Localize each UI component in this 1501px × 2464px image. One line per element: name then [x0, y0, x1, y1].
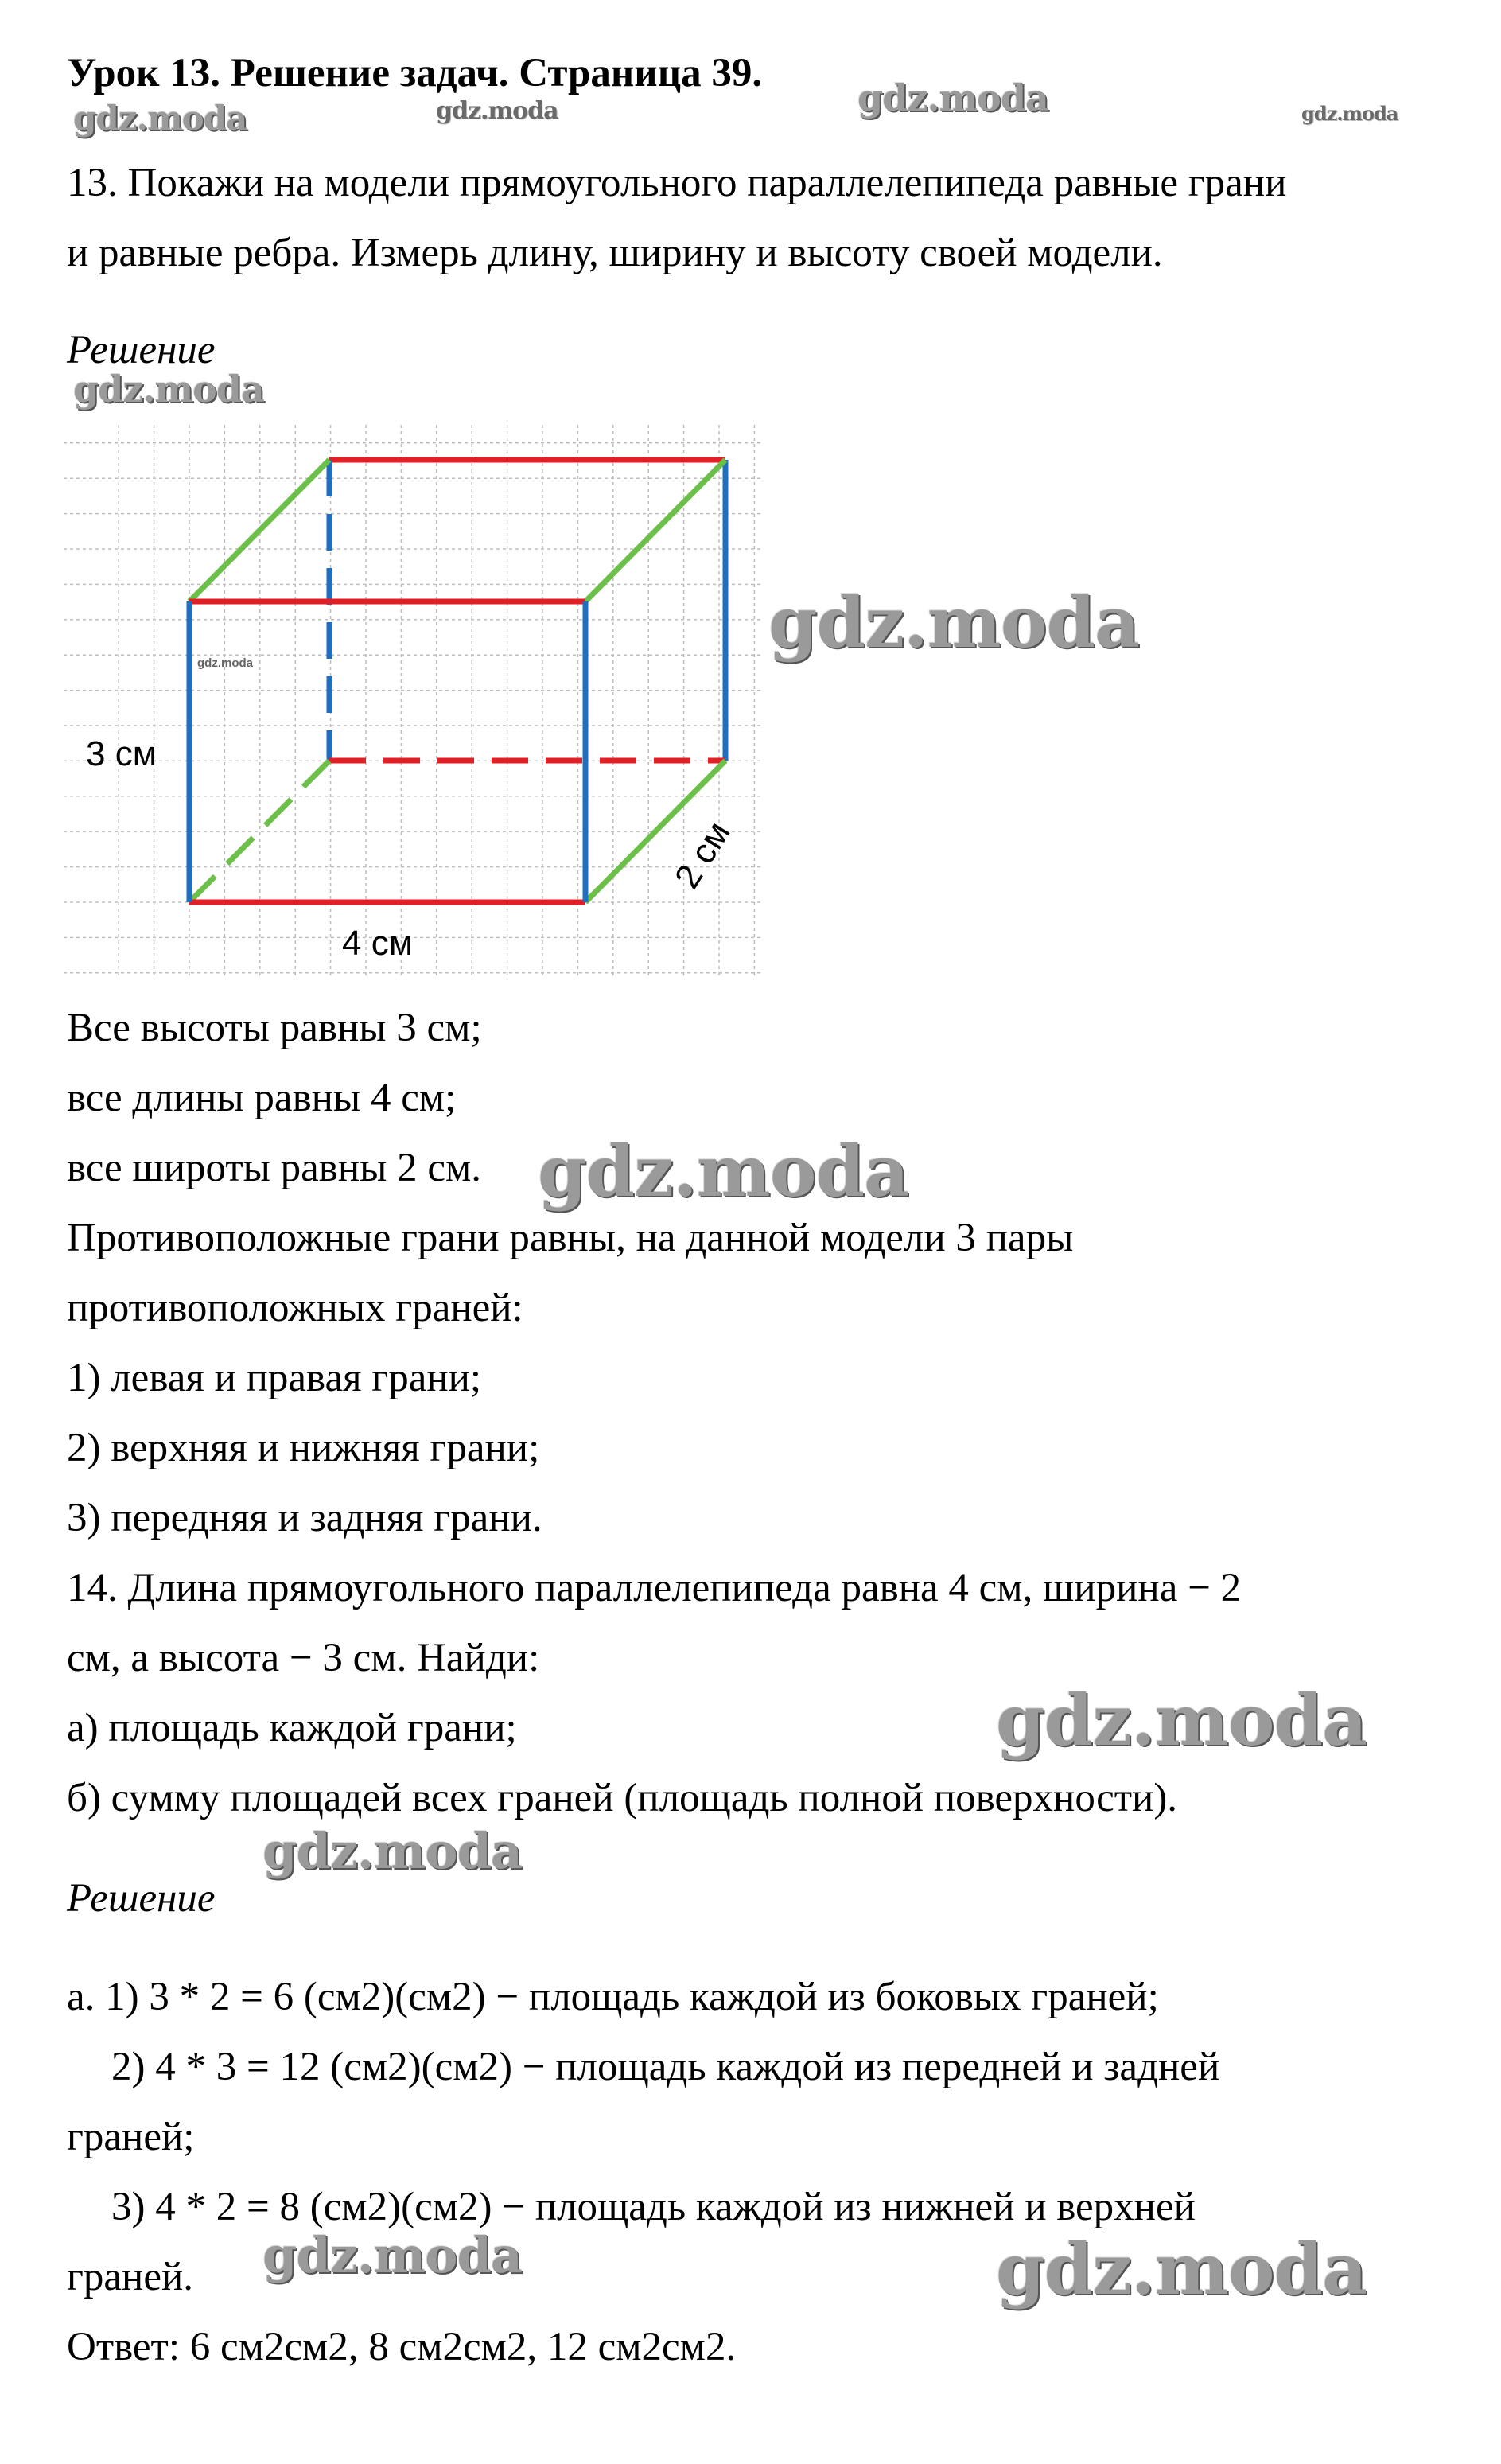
- task14-line2: см, а высота − 3 см. Найди:: [67, 1636, 540, 1680]
- edge-width-top-left: [189, 460, 329, 601]
- solution-line: граней;: [67, 2115, 195, 2159]
- parallelepiped-figure: [64, 420, 780, 987]
- answer-line: 2) верхняя и нижняя грани;: [67, 1426, 540, 1470]
- answer-line: Все высоты равны 3 см;: [67, 1006, 482, 1050]
- task13-line1: 13. Покажи на модели прямоугольного параллелепипеда равные грани: [67, 161, 1287, 205]
- watermark: gdz.moda: [768, 581, 1140, 664]
- watermark: gdz.moda: [996, 2228, 1367, 2310]
- watermark: gdz.moda: [996, 1679, 1367, 1761]
- watermark: gdz.moda: [197, 656, 253, 670]
- length-label: 4 см: [342, 924, 413, 963]
- edge-width-top-right: [585, 460, 725, 601]
- solution-label: Решение: [67, 1876, 216, 1921]
- watermark: gdz.moda: [262, 2226, 522, 2284]
- grid: [64, 425, 764, 977]
- watermark: gdz.moda: [1301, 102, 1398, 125]
- height-label: 3 см: [86, 734, 157, 773]
- final-answer: Ответ: 6 см2см2, 8 см2см2, 12 см2см2.: [67, 2325, 737, 2369]
- task13-line2: и равные ребра. Измерь длину, ширину и высоту своей модели.: [67, 231, 1163, 275]
- solution-line: 2) 4 * 3 = 12 (см2)(см2) − площадь каждой из передней и задней: [111, 2045, 1220, 2089]
- watermark: gdz.moda: [73, 99, 247, 138]
- answer-line: 1) левая и правая грани;: [67, 1356, 482, 1400]
- page-title: Урок 13. Решение задач. Страница 39.: [67, 51, 763, 95]
- answer-line: Противоположные грани равны, на данной модели 3 пары: [67, 1216, 1074, 1260]
- task14-item-b: б) сумму площадей всех граней (площадь полной поверхности).: [67, 1776, 1178, 1820]
- task14-line1: 14. Длина прямоугольного параллелепипеда равна 4 см, ширина − 2: [67, 1566, 1242, 1610]
- width-label: 2 см: [667, 814, 738, 896]
- answer-line: все длины равны 4 см;: [67, 1076, 457, 1120]
- solution-line: а. 1) 3 * 2 = 6 (см2)(см2) − площадь каждой из боковых граней;: [67, 1975, 1159, 2019]
- watermark: gdz.moda: [262, 1822, 522, 1880]
- watermark: gdz.moda: [73, 368, 264, 411]
- watermark: gdz.moda: [857, 76, 1048, 119]
- watermark: gdz.moda: [436, 97, 558, 125]
- solution-line: граней.: [67, 2255, 194, 2299]
- solution-line: 3) 4 * 2 = 8 (см2)(см2) − площадь каждой из нижней и верхней: [111, 2185, 1196, 2229]
- solution-label: Решение: [67, 328, 216, 372]
- answer-line: все широты равны 2 см.: [67, 1146, 482, 1190]
- watermark: gdz.moda: [538, 1130, 909, 1213]
- answer-line: противоположных граней:: [67, 1286, 523, 1330]
- answer-line: 3) передняя и задняя грани.: [67, 1496, 542, 1540]
- task14-item-a: а) площадь каждой грани;: [67, 1706, 517, 1750]
